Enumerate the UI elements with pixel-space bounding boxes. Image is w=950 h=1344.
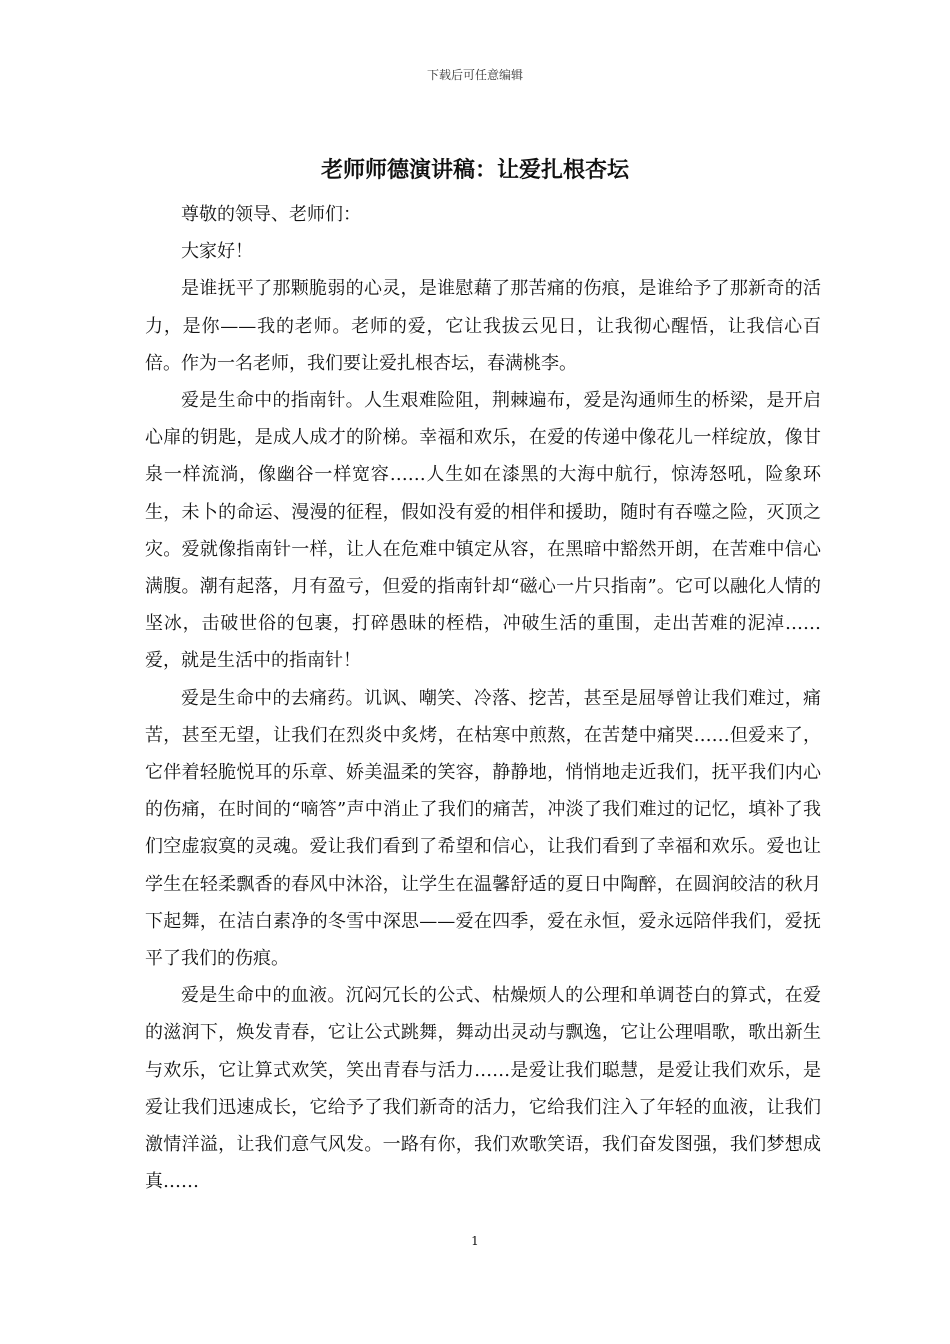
body-paragraph: 爱是生命中的血液。沉闷冗长的公式、枯燥烦人的公理和单调苍白的算式，在爱的滋润下，焕发青春，它让公式跳舞，舞动出灵动与飘逸，它让公理唱歌，歌出新生与欢乐，它让算式欢笑，笑出青春与活力……是爱让我们聪慧，是爱让我们欢乐，是爱让我们迅速成长，它给予了我们新奇的活力，它给我们注入了年轻的血液，让我们激情洋溢，让我们意气风发。一路有你，我们欢歌笑语，我们奋发图强，我们梦想成真…… <box>145 985 821 1193</box>
body-paragraph: 爱是生命中的去痛药。讥讽、嘲笑、冷落、挖苦，甚至是屈辱曾让我们难过，痛苦，甚至无望，让我们在烈炎中炙烤，在枯寒中煎熬，在苦楚中痛哭……但爱来了，它伴着轻脆悦耳的乐章、娇美温柔的笑容，静静地，悄悄地走近我们，抚平我们内心的伤痛，在时间的“嘀答”声中消止了我们的痛苦，冲淡了我们难过的记忆，填补了我们空虚寂寞的灵魂。爱让我们看到了希望和信心，让我们看到了幸福和欢乐。爱也让学生在轻柔飘香的春风中沐浴，让学生在温馨舒适的夏日中陶醉，在圆润皎洁的秋月下起舞，在洁白素净的冬雪中深思——爱在四季，爱在永恒，爱永远陪伴我们，爱抚平了我们的伤痕。 <box>145 687 821 970</box>
greeting: 大家好！ <box>181 241 253 263</box>
body-paragraph: 是谁抚平了那颗脆弱的心灵，是谁慰藉了那苦痛的伤痕，是谁给予了那新奇的活力，是你——我的老师。老师的爱，它让我拔云见日，让我彻心醒悟，让我信心百倍。作为一名老师，我们要让爱扎根杏坛，春满桃李。 <box>145 278 821 374</box>
document-body <box>145 196 821 1200</box>
salutation: 尊敬的领导、老师们： <box>181 204 361 225</box>
document-title: 老师师德演讲稿：让爱扎根杏坛 <box>320 157 629 183</box>
page-header-note: 下载后可任意编辑 <box>426 68 523 82</box>
page-number: 1 <box>471 1234 479 1248</box>
body-paragraph: 爱是生命中的指南针。人生艰难险阻，荆棘遍布，爱是沟通师生的桥梁，是开启心扉的钥匙，是成人成才的阶梯。幸福和欢乐，在爱的传递中像花儿一样绽放，像甘泉一样流淌，像幽谷一样宽容……人生如在漆黑的大海中航行，惊涛怒吼，险象环生，未卜的命运、漫漫的征程，假如没有爱的相伴和援助，随时有吞噬之险，灭顶之灾。爱就像指南针一样，让人在危难中镇定从容，在黑暗中豁然开朗，在苦难中信心满腹。潮有起落，月有盈亏，但爱的指南针却“磁心一片只指南”。它可以融化人情的坚冰，击破世俗的包裹，打碎愚昧的桎梏，冲破生活的重围，走出苦难的泥淖……爱，就是生活中的指南针！ <box>145 390 821 672</box>
